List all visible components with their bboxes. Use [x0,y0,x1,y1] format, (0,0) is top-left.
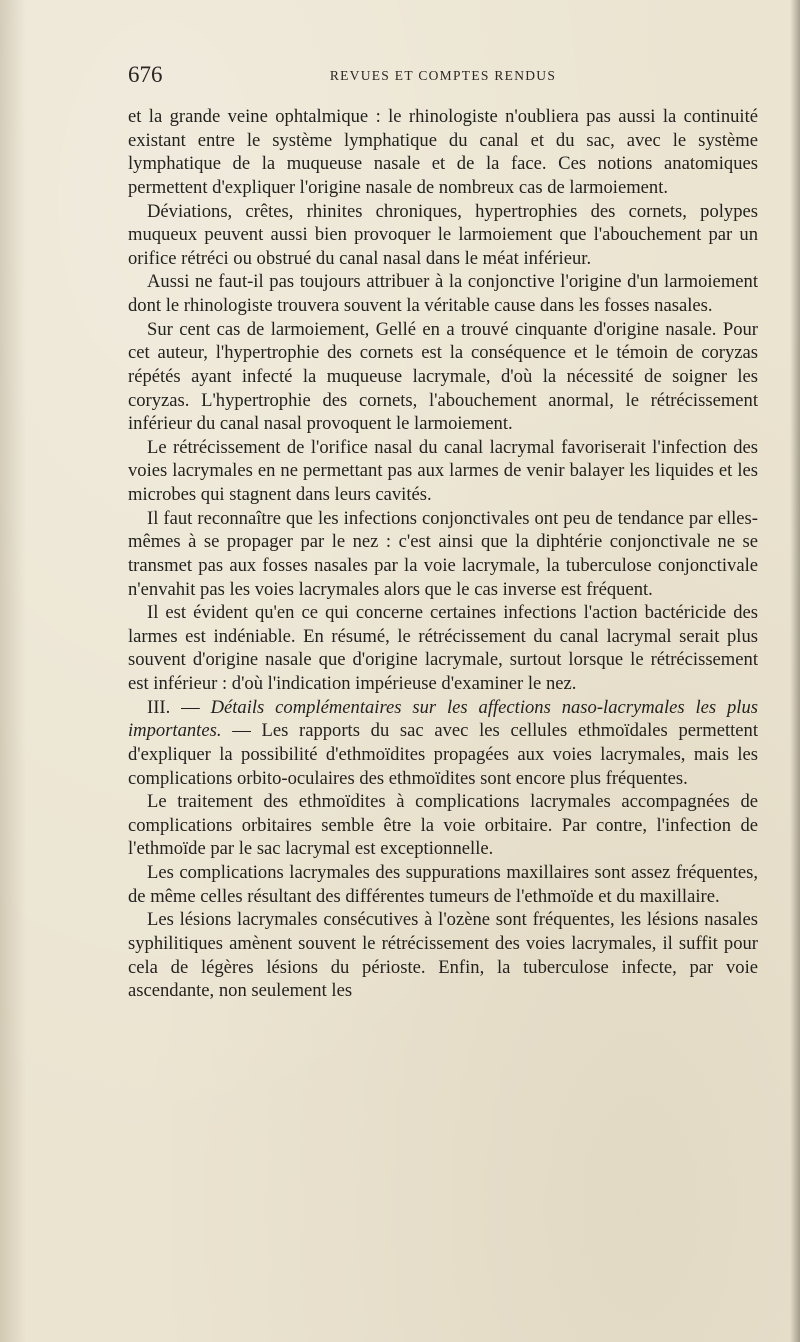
paragraph: Aussi ne faut-il pas toujours attribuer à la conjonctive l'origine d'un larmoiement dont le rhinologiste trouvera souvent la véritable cause dans les fosses nasales. [128,271,758,316]
paragraph: et la grande veine ophtalmique : le rhinologiste n'oubliera pas aussi la continuité existant entre le système lymphatique du canal et du sac, avec le système lymphatique de la muqueuse nasale et de la face. Ces notions anatomiques permettent d'expliquer l'origine nasale de nombreux cas de larmoiement. [128,106,758,198]
running-title: REVUES ET COMPTES RENDUS [329,68,557,83]
paragraph: Il faut reconnaître que les infections conjonctivales ont peu de tendance par elles-mêmes à se propager par le nez : c'est ainsi que la diphtérie conjonctivale ne se transmet pas aux fosses nasales par la voie lacrymale, la tuberculose conjonctivale n'envahit pas les voies lacrymales alors que le cas inverse est fréquent. [128,507,758,600]
paragraph: Sur cent cas de larmoiement, Gellé en a trouvé cinquante d'origine nasale. Pour cet auteur, l'hypertrophie des cornets est la conséquence et le témoin de coryzas répétés ayant infecté la muqueuse lacrymale, d'où la nécessité de soigner les coryzas. L'hypertrophie des cornets, l'abouchement anormal, le rétrécissement inférieur du canal nasal provoquent le larmoiement. [128,318,758,435]
section-paragraph [128,696,758,791]
body-text [128,105,758,1003]
paragraph: Le traitement des ethmoïdites à complications lacrymales accompagnées de complications orbitaires semble être la voie orbitaire. Par contre, l'infection de l'ethmoïde par le sac lacrymal est exceptionnelle. [128,791,758,860]
paragraph: Déviations, crêtes, rhinites chroniques, hypertrophies des cornets, polypes muqueux peuvent aussi bien provoquer le larmoiement que l'abouchement par un orifice rétréci ou obstrué du canal nasal dans le méat inférieur. [128,200,758,269]
section-body: — Les rapports du sac avec les cellules ethmoïdales permettent d'expliquer la possibilité d'ethmoïdites propagées aux voies lacrymales, mais les complications orbito-oculaires des ethmoïdites sont encore plus fréquentes. [128,720,758,789]
page-number: 676 [128,62,163,87]
paragraph: Le rétrécissement de l'orifice nasal du canal lacrymal favoriserait l'infection des voies lacrymales en ne permettant pas aux larmes de venir balayer les liquides et les microbes qui stagnent dans leurs cavités. [128,436,758,505]
paragraph: Les complications lacrymales des suppurations maxillaires sont assez fréquentes, de même celles résultant des différentes tumeurs de l'ethmoïde et du maxillaire. [128,862,758,907]
page-header [128,62,758,92]
section-number: III. — [147,696,211,718]
paragraph: Les lésions lacrymales consécutives à l'ozène sont fréquentes, les lésions nasales syphilitiques amènent souvent le rétrécissement des voies lacrymales, il suffit pour cela de légères lésions du périoste. Enfin, la tuberculose infecte, par voie ascendante, non seulement les [128,909,758,1002]
section-title: Détails complémentaires sur les affections naso-lacrymales les plus importantes. [128,696,759,742]
paragraph: Il est évident qu'en ce qui concerne certaines infections l'action bactéricide des larmes est indéniable. En résumé, le rétrécissement du canal lacrymal serait plus souvent d'origine nasale que d'origine lacrymale, surtout lorsque le rétrécissement est inférieur : d'où l'indication impérieuse d'examiner le nez. [128,602,758,694]
